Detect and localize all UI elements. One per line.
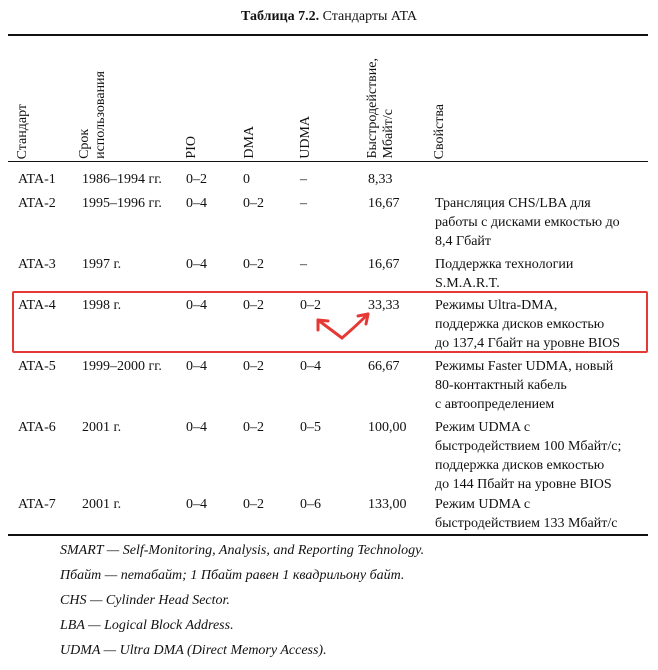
header-rule [8, 161, 648, 162]
header-pio: PIO [184, 136, 199, 159]
footnote: UDMA — Ultra DMA (Direct Memory Access). [60, 643, 327, 658]
cell-udma: 0–4 [300, 359, 321, 374]
table-caption [0, 9, 658, 25]
caption-label: Таблица 7.2. [240, 9, 320, 24]
footnote: LBA — Logical Block Address. [60, 618, 234, 633]
cell-dma: 0 [243, 172, 250, 187]
cell-speed: 8,33 [368, 172, 393, 187]
cell-speed: 133,00 [368, 497, 407, 512]
header-udma: UDMA [298, 116, 313, 159]
header-properties: Свойства [432, 103, 447, 159]
cell-period: 1995–1996 гг. [82, 196, 162, 211]
cell-properties: Трансляция CHS/LBA для работы с дисками емкостью до 8,4 Гбайт [435, 196, 620, 249]
cell-period: 2001 г. [82, 420, 122, 435]
cell-properties: Поддержка технологии S.M.A.R.T. [435, 257, 574, 291]
cell-pio: 0–4 [186, 257, 207, 272]
cell-speed: 66,67 [368, 359, 400, 374]
cell-pio: 0–2 [186, 172, 207, 187]
table-top-rule [8, 34, 648, 36]
header-speed: Быстродействие, Мбайт/с [365, 58, 396, 159]
cell-dma: 0–2 [243, 359, 264, 374]
cell-dma: 0–2 [243, 298, 264, 313]
cell-dma: 0–2 [243, 497, 264, 512]
cell-standard: ATA-6 [18, 420, 56, 435]
cell-udma: 0–5 [300, 420, 321, 435]
cell-udma: – [300, 172, 307, 187]
cell-properties: Режимы Faster UDMA, новый 80-контактный кабель с автоопределением [435, 359, 614, 412]
cell-period: 2001 г. [82, 497, 122, 512]
header-standard: Стандарт [15, 103, 30, 159]
cell-properties: Режим UDMA с быстродействием 100 Мбайт/с; поддержка дисков емкостью до 144 Пбайт на уровне BIOS [435, 420, 622, 492]
header-period: Срок использования [77, 71, 108, 159]
cell-speed: 33,33 [368, 298, 400, 313]
cell-period: 1986–1994 гг. [82, 172, 162, 187]
cell-dma: 0–2 [243, 257, 264, 272]
footnote: Пбайт — петабайт; 1 Пбайт равен 1 квадрильону байт. [60, 568, 405, 583]
cell-pio: 0–4 [186, 420, 207, 435]
cell-standard: ATA-4 [18, 298, 56, 313]
cell-standard: ATA-1 [18, 172, 56, 187]
cell-properties: Режим UDMA с быстродействием 133 Мбайт/с [435, 497, 618, 531]
cell-speed: 16,67 [368, 257, 400, 272]
footnote: SMART — Self-Monitoring, Analysis, and Reporting Technology. [60, 543, 425, 558]
cell-dma: 0–2 [243, 196, 264, 211]
cell-pio: 0–4 [186, 359, 207, 374]
cell-pio: 0–4 [186, 298, 207, 313]
cell-period: 1998 г. [82, 298, 122, 313]
cell-pio: 0–4 [186, 497, 207, 512]
cell-standard: ATA-7 [18, 497, 56, 512]
cell-udma: – [300, 257, 307, 272]
footnote: CHS — Cylinder Head Sector. [60, 593, 230, 608]
cell-standard: ATA-2 [18, 196, 56, 211]
cell-properties: Режимы Ultra-DMA, поддержка дисков емкостью до 137,4 Гбайт на уровне BIOS [435, 298, 621, 351]
cell-dma: 0–2 [243, 420, 264, 435]
caption-text: Стандарты ATA [319, 9, 418, 24]
cell-period: 1999–2000 гг. [82, 359, 162, 374]
cell-udma: 0–6 [300, 497, 321, 512]
cell-standard: ATA-3 [18, 257, 56, 272]
cell-period: 1997 г. [82, 257, 122, 272]
header-dma: DMA [242, 126, 257, 159]
cell-standard: ATA-5 [18, 359, 56, 374]
cell-udma: – [300, 196, 307, 211]
cell-pio: 0–4 [186, 196, 207, 211]
cell-speed: 16,67 [368, 196, 400, 211]
table-bottom-rule [8, 534, 648, 536]
footnotes [60, 541, 424, 666]
cell-speed: 100,00 [368, 420, 407, 435]
cell-udma: 0–2 [300, 298, 321, 313]
